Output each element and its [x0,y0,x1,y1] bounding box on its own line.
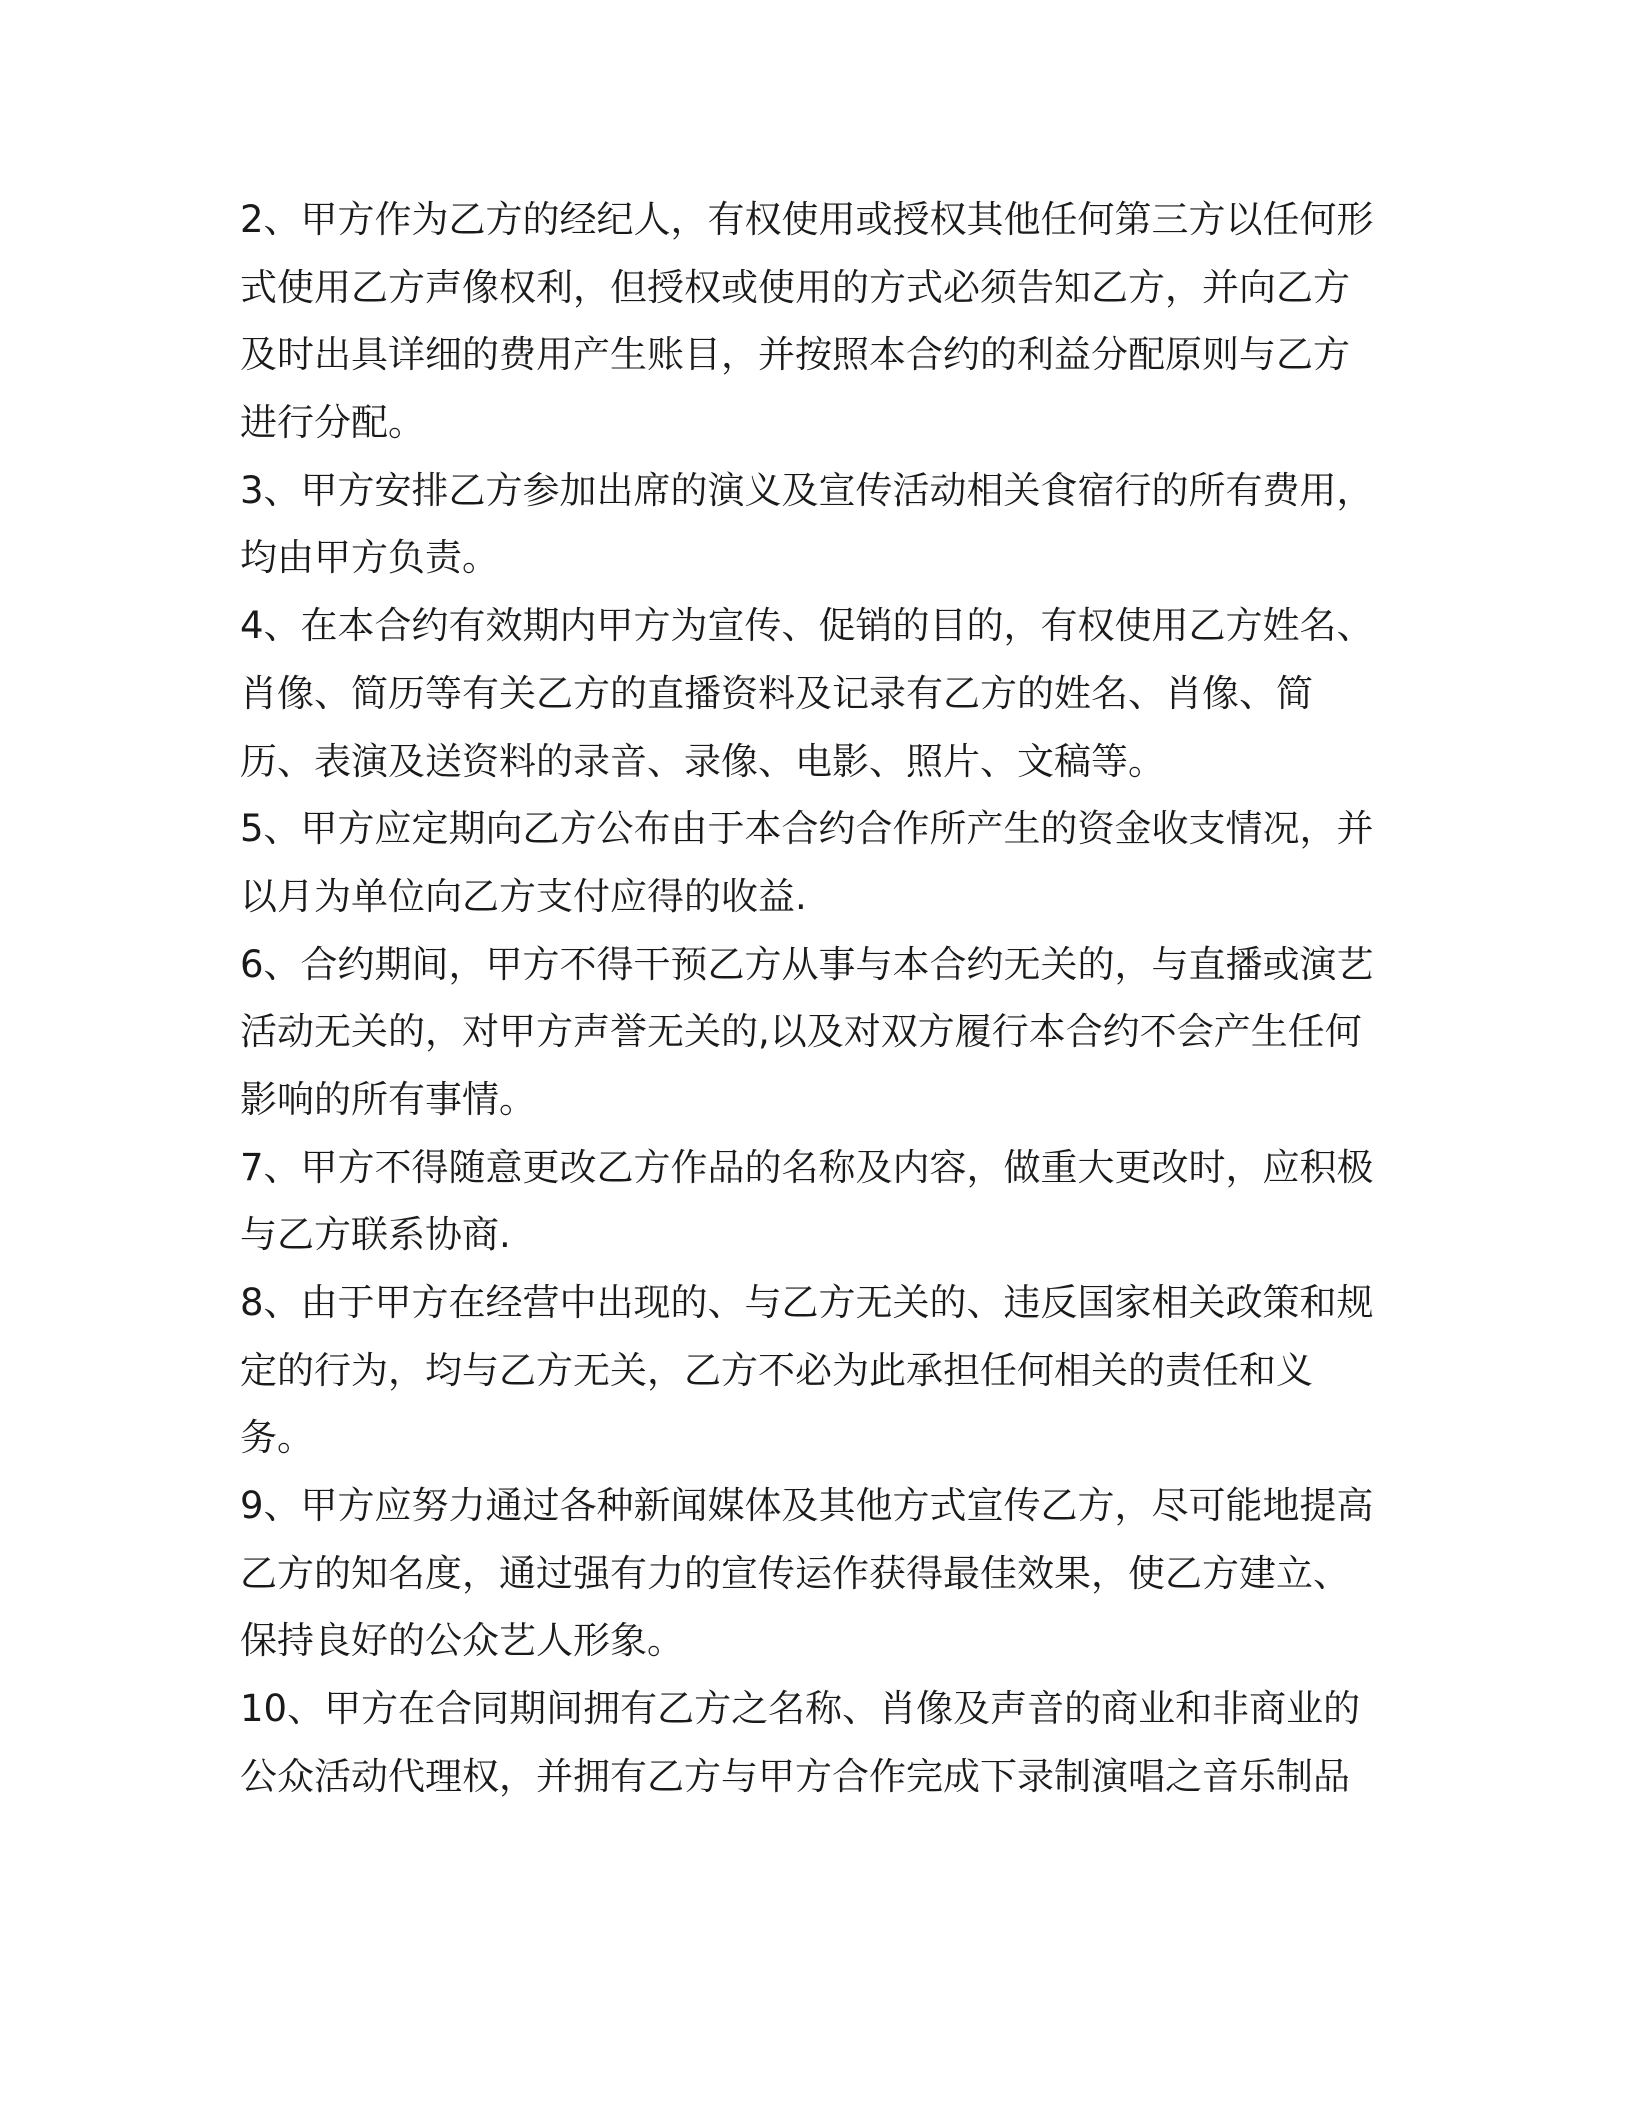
text-line: 4、在本合约有效期内甲方为宣传、促销的目的，有权使用乙方姓名、 [240,604,1374,648]
text-line: 6、合约期间，甲方不得干预乙方从事与本合约无关的，与直播或演艺 [240,942,1374,986]
text-line: 与乙方联系协商. [240,1213,511,1257]
clause-6 [240,931,1390,1134]
text-line: 3、甲方安排乙方参加出席的演义及宣传活动相关食宿行的所有费用， [240,468,1374,512]
text-line: 保持良好的公众艺人形象。 [240,1619,684,1663]
text-line: 7、甲方不得随意更改乙方作品的名称及内容，做重大更改时，应积极 [240,1145,1374,1189]
clause-4 [240,592,1390,795]
text-line: 活动无关的，对甲方声誉无关的,以及对双方履行本合约不会产生任何 [240,1010,1362,1054]
clause-7 [240,1134,1390,1269]
text-line: 8、由于甲方在经营中出现的、与乙方无关的、违反国家相关政策和规 [240,1281,1374,1324]
contract-body [240,186,1390,1811]
text-line: 肖像、简历等有关乙方的直播资料及记录有乙方的姓名、肖像、简 [240,671,1313,715]
text-line: 务。 [240,1416,314,1460]
clause-10 [240,1675,1390,1810]
clause-9 [240,1472,1390,1675]
text-line: 历、表演及送资料的录音、录像、电影、照片、文稿等。 [240,739,1165,783]
text-line: 2、甲方作为乙方的经纪人，有权使用或授权其他任何第三方以任何形 [240,198,1374,241]
text-line: 均由甲方负责。 [240,536,499,580]
text-line: 乙方的知名度，通过强有力的宣传运作获得最佳效果，使乙方建立、 [240,1551,1350,1595]
clause-3 [240,457,1390,592]
text-line: 定的行为，均与乙方无关，乙方不必为此承担任何相关的责任和义 [240,1348,1313,1392]
clause-5 [240,795,1390,930]
text-line: 进行分配。 [240,401,425,445]
text-line: 影响的所有事情。 [240,1077,536,1121]
text-line: 5、甲方应定期向乙方公布由于本合约合作所产生的资金收支情况，并 [240,807,1374,851]
text-line: 以月为单位向乙方支付应得的收益. [240,874,807,918]
text-line: 及时出具详细的费用产生账目，并按照本合约的利益分配原则与乙方 [240,333,1350,377]
clause-2 [240,186,1390,457]
text-line: 式使用乙方声像权利，但授权或使用的方式必须告知乙方，并向乙方 [240,265,1350,309]
clause-8 [240,1269,1390,1472]
text-line: 公众活动代理权，并拥有乙方与甲方合作完成下录制演唱之音乐制品 [240,1754,1350,1798]
text-line: 9、甲方应努力通过各种新闻媒体及其他方式宣传乙方，尽可能地提高 [240,1484,1374,1528]
text-line: 10、甲方在合同期间拥有乙方之名称、肖像及声音的商业和非商业的 [240,1687,1361,1731]
